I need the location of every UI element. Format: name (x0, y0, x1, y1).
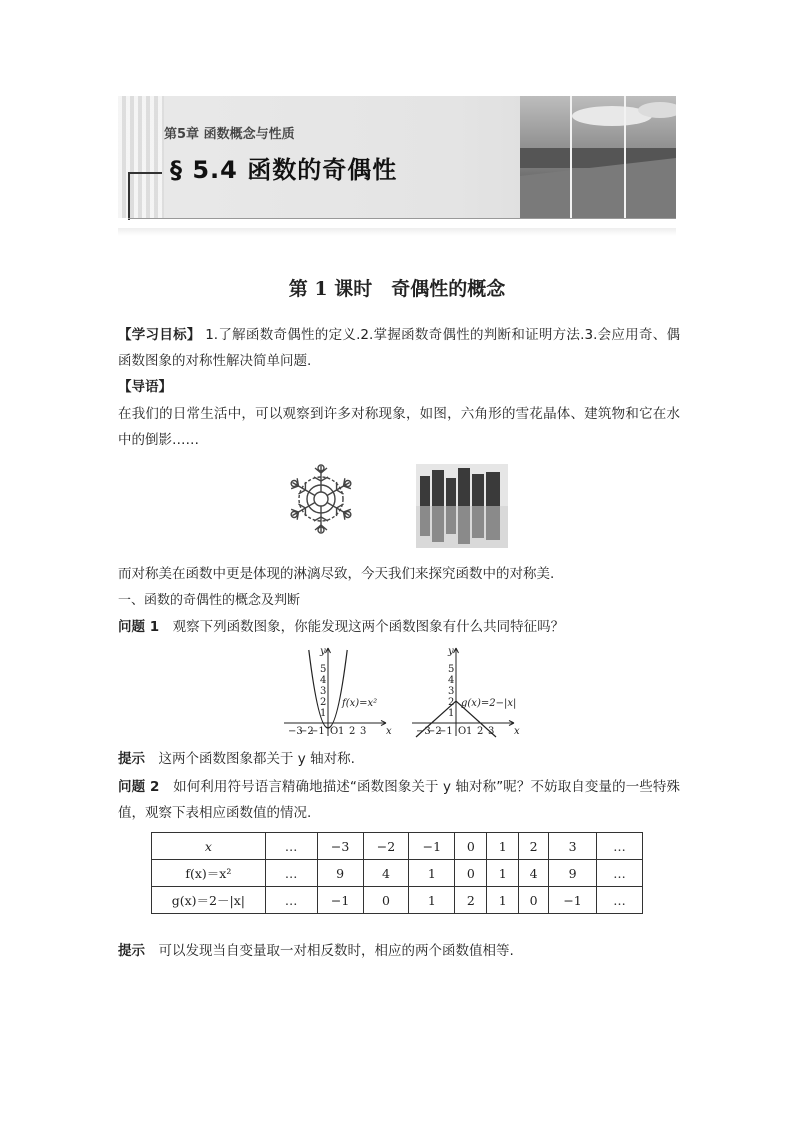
intro-after-text: 而对称美在函数中更是体现的淋漓尽致，今天我们来探究函数中的对称美. (118, 566, 555, 582)
banner-bracket-top (128, 172, 162, 174)
svg-text:4: 4 (320, 675, 327, 686)
svg-text:−3: −3 (288, 726, 303, 737)
hint-1 (118, 746, 680, 772)
svg-text:1: 1 (338, 726, 345, 737)
svg-text:5: 5 (320, 664, 327, 675)
svg-text:3: 3 (488, 726, 495, 737)
svg-text:3: 3 (360, 726, 367, 737)
snowflake-image (285, 463, 357, 535)
hint-2-label: 提示 (118, 943, 145, 959)
svg-text:4: 4 (448, 675, 455, 686)
x-axis-label: x (386, 726, 392, 737)
building-reflection-image (416, 464, 508, 548)
question-1 (118, 614, 680, 640)
banner-stripes (118, 96, 164, 218)
banner-photo (520, 96, 676, 218)
function-label: g(x)=2−|x| (461, 698, 517, 709)
heading-parity-concept: 一、函数的奇偶性的概念及判断 (118, 593, 301, 608)
graph-f-x-squared (280, 644, 392, 740)
question-2-label: 问题 2 (118, 779, 160, 795)
svg-text:3: 3 (320, 686, 327, 697)
svg-text:2: 2 (320, 697, 327, 708)
table-row: f(x)＝x² … 9 4 1 0 1 4 9 … (152, 860, 643, 887)
svg-text:3: 3 (448, 686, 455, 697)
hint-1-label: 提示 (118, 751, 145, 767)
objective-label: 【学习目标】 (118, 327, 201, 343)
lesson-title: 第 1 课时 奇偶性的概念 (288, 278, 506, 300)
banner-shadow (118, 228, 676, 236)
function-values-table (151, 832, 643, 914)
objective-text: 1.了解函数奇偶性的定义.2.掌握函数奇偶性的判断和证明方法.3.会应用奇、偶函数图象的对称性解决简单问题. (118, 327, 681, 369)
chapter-title: 第5章 函数概念与性质 (164, 127, 295, 142)
function-label: f(x)=x² (342, 698, 378, 709)
origin-label: O (330, 726, 339, 737)
svg-text:−2: −2 (427, 726, 442, 737)
table-row: x … −3 −2 −1 0 1 2 3 … (152, 833, 643, 860)
graph-g-x (408, 644, 520, 740)
intro-label: 【导语】 (118, 379, 172, 395)
svg-text:−1: −1 (438, 726, 453, 737)
question-1-label: 问题 1 (118, 619, 160, 635)
svg-text:−1: −1 (310, 726, 325, 737)
svg-text:5: 5 (448, 664, 455, 675)
banner-bracket-side (128, 172, 130, 220)
svg-text:1: 1 (320, 708, 327, 719)
y-axis-label: y (320, 646, 326, 657)
banner-divider (128, 218, 676, 219)
question-2-text: 如何利用符号语言精确地描述“函数图象关于 y 轴对称”呢？不妨取自变量的一些特殊值，观察下表相应函数值的情况. (118, 779, 681, 821)
question-1-text: 观察下列函数图象，你能发现这两个函数图象有什么共同特征吗？ (172, 619, 565, 635)
intro-text: 在我们的日常生活中，可以观察到许多对称现象，如图，六角形的雪花晶体、建筑物和它在水中的倒影…… (118, 406, 680, 448)
y-axis-label: y (448, 646, 454, 657)
section-title: § 5.4 函数的奇偶性 (170, 156, 398, 184)
svg-text:−3: −3 (416, 726, 431, 737)
svg-text:1: 1 (448, 708, 455, 719)
question-2 (118, 774, 680, 826)
x-axis-label: x (514, 726, 520, 737)
svg-text:2: 2 (477, 726, 484, 737)
table-row: g(x)＝2－|x| … −1 0 1 2 1 0 −1 … (152, 887, 643, 914)
hint-2-text: 可以发现当自变量取一对相反数时，相应的两个函数值相等. (158, 943, 514, 959)
svg-text:−2: −2 (299, 726, 314, 737)
svg-text:1: 1 (466, 726, 473, 737)
hint-2 (118, 938, 680, 964)
svg-text:2: 2 (448, 697, 455, 708)
stadium-image-icon (520, 96, 676, 218)
learning-objective (118, 322, 680, 374)
hint-1-text: 这两个函数图象都关于 y 轴对称. (158, 751, 355, 767)
svg-text:2: 2 (349, 726, 356, 737)
origin-label: O (458, 726, 467, 737)
